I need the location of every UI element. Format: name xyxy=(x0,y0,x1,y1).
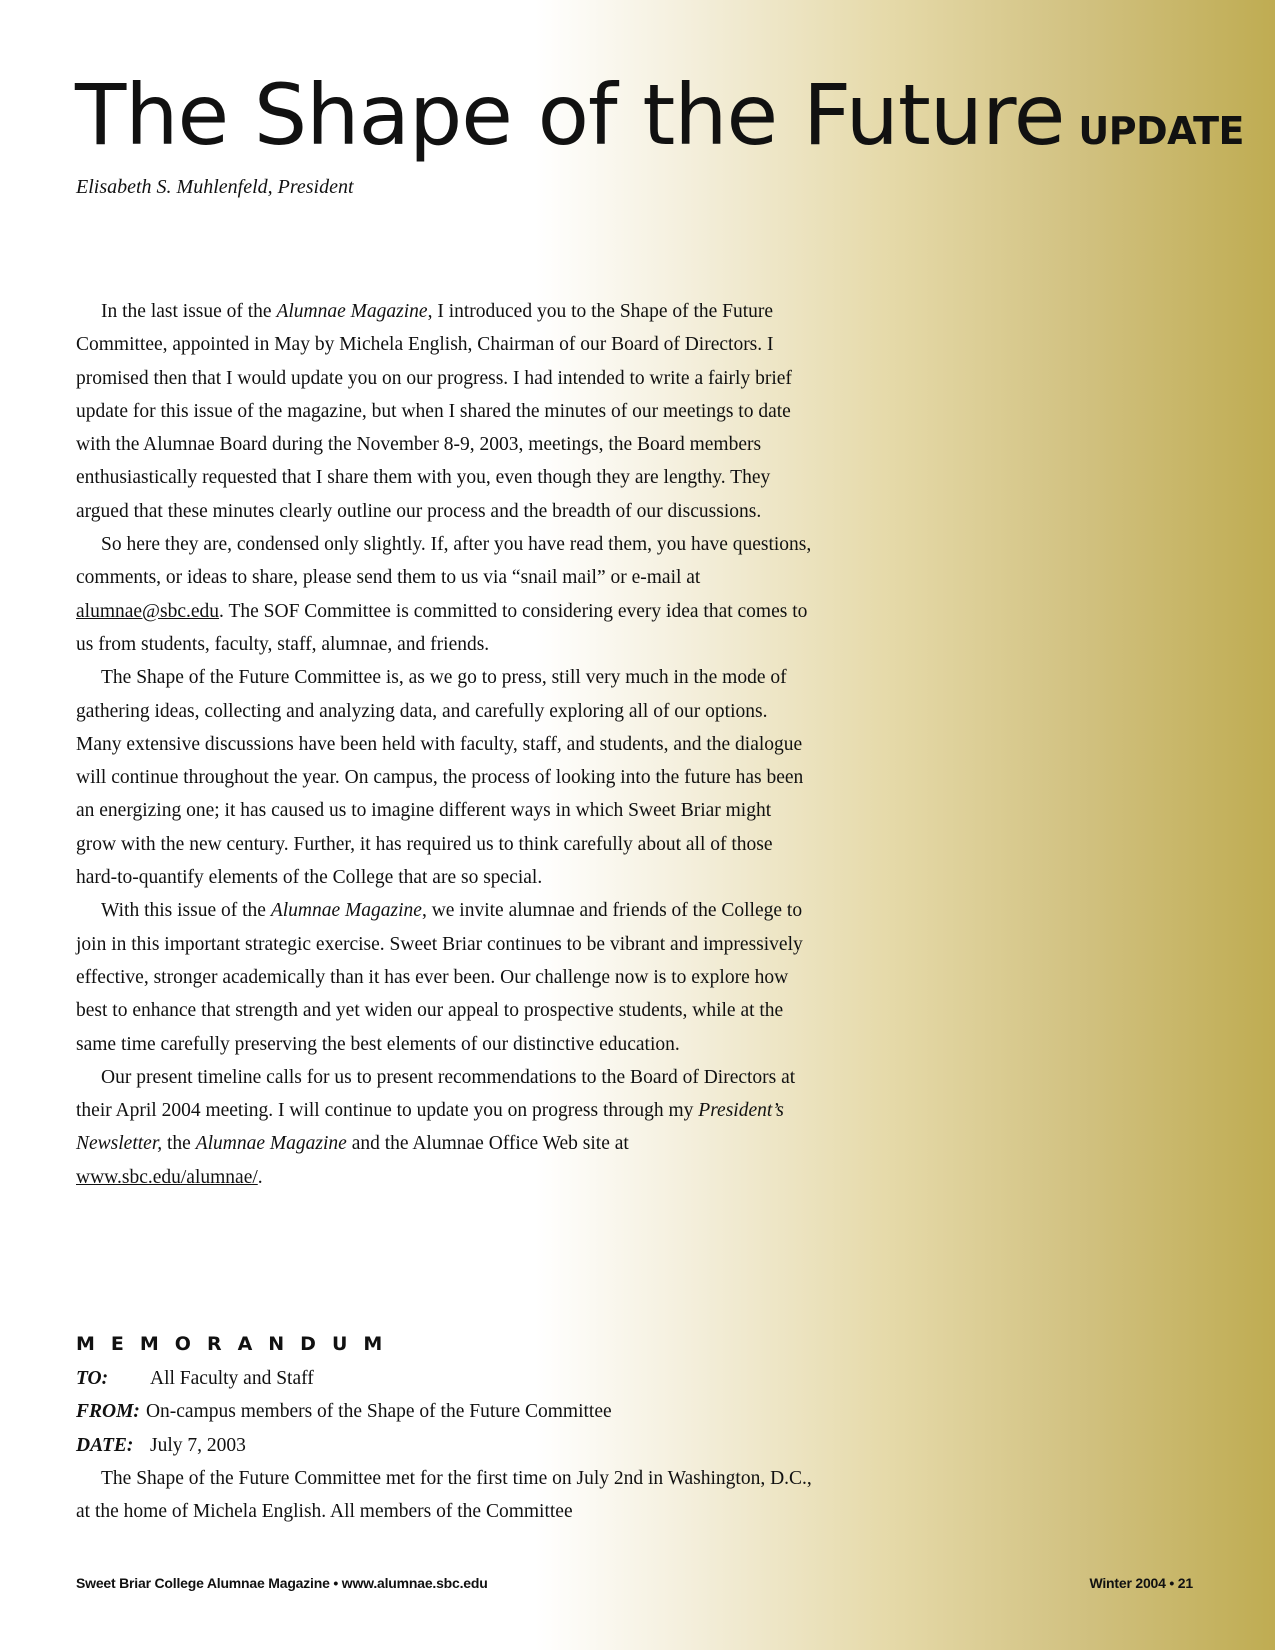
memorandum-heading: MEMORANDUM xyxy=(76,1333,399,1355)
memo-from-row xyxy=(76,1395,816,1428)
memo-to-row xyxy=(76,1362,816,1395)
magazine-title: Alumnae Magazine xyxy=(276,301,428,322)
memo-to-value: All Faculty and Staff xyxy=(150,1368,314,1389)
website-link[interactable]: www.sbc.edu/alumnae/ xyxy=(76,1166,258,1188)
memo-from-value: On-campus members of the Shape of the Future Committee xyxy=(145,1401,612,1423)
title-update-label: UPDATE xyxy=(1078,109,1244,153)
newsletter-title: President’s Newsletter, xyxy=(76,1100,784,1155)
footer-publication: Sweet Briar College Alumnae Magazine • www.alumnae.sbc.edu xyxy=(76,1575,488,1591)
memo-from-label: FROM: xyxy=(76,1401,140,1423)
paragraph-2: So here they are, condensed only slightly. If, after you have read them, you have questions, comments, or ideas to share, please send them to us via “snail mail” or e-mail at alumnae@sbc.edu. The SOF Committee is committed to considering every idea that comes to us from students, faculty, staff, alumnae, and friends. xyxy=(76,534,812,655)
footer-page-number: Winter 2004 • 21 xyxy=(1089,1575,1193,1591)
email-link[interactable]: alumnae@sbc.edu xyxy=(76,600,220,622)
magazine-title: Alumnae Magazine xyxy=(270,900,422,922)
paragraph-1: In the last issue of the Alumnae Magazine, I introduced you to the Shape of the Future Committee, appointed in May by Michela English, Chairman of our Board of Directors. I promised then that I would update you on our progress. I had intended to write a fairly brief update for this issue of the magazine, but when I shared the minutes of our meetings to date with the Alumnae Board during the November 8-9, 2003, meetings, the Board members enthusiastically requested that I share them with you, even though they are lengthy. They argued that these minutes clearly outline our process and the breadth of our discussions. xyxy=(76,301,792,522)
byline: Elisabeth S. Muhlenfeld, President xyxy=(76,176,354,198)
memo-to-label: TO: xyxy=(76,1368,109,1389)
memo-date-value: July 7, 2003 xyxy=(150,1434,246,1456)
page-title xyxy=(75,66,1244,164)
paragraph-3: The Shape of the Future Committee is, as we go to press, still very much in the mode of gathering ideas, collecting and analyzing data, and carefully exploring all of our options. Many extensive discussions have been held with faculty, staff, and students, and the dialogue will continue throughout the year. On campus, the process of looking into the future has been an energizing one; it has caused us to imagine different ways in which Sweet Briar might grow with the new century. Further, it has required us to think carefully about all of those hard-to-quantify elements of the College that are so special. xyxy=(76,667,804,889)
magazine-title: Alumnae Magazine xyxy=(195,1133,347,1155)
article-body xyxy=(76,295,816,1194)
memorandum xyxy=(76,1362,816,1528)
memo-body: The Shape of the Future Committee met for the first time on July 2nd in Washington, D.C., at the home of Michela English. All members of the Committee xyxy=(76,1467,812,1523)
memo-date-row xyxy=(76,1429,816,1462)
paragraph-4: With this issue of the Alumnae Magazine, we invite alumnae and friends of the College to join in this important strategic exercise. Sweet Briar continues to be vibrant and impressively effective, stronger academically than it has ever been. Our challenge now is to explore how best to enhance that strength and yet widen our appeal to prospective students, while at the same time carefully preserving the best elements of our distinctive education. xyxy=(76,900,803,1055)
paragraph-5: Our present timeline calls for us to present recommendations to the Board of Directors at their April 2004 meeting. I will continue to update you on progress through my President’s Newsletter, the Alumnae Magazine and the Alumnae Office Web site at www.sbc.edu/alumnae/. xyxy=(76,1066,796,1188)
title-main: The Shape of the Future xyxy=(75,66,1065,164)
memo-date-label: DATE: xyxy=(76,1434,134,1456)
